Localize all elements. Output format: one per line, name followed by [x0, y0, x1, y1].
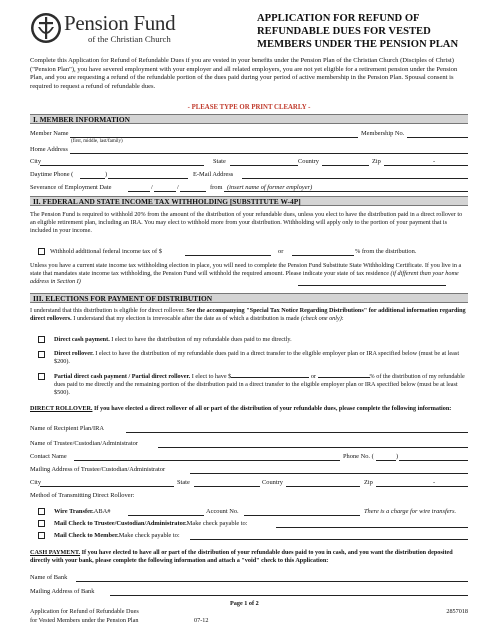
member-city-row	[30, 158, 468, 169]
mail-trustee-checkbox[interactable]	[38, 520, 45, 527]
footer-form-name-2: for Vested Members under the Pension Plan	[30, 617, 139, 624]
member-name-field[interactable]	[70, 130, 358, 138]
footer-form-number: 2857018	[446, 608, 468, 615]
pension-fund-logo	[30, 10, 235, 50]
rollover-country-label: Country	[262, 479, 283, 486]
section-member-information-header: I. MEMBER INFORMATION	[30, 114, 468, 124]
withhold-percent-field[interactable]	[292, 248, 354, 256]
phone-close-paren: )	[105, 171, 108, 178]
application-form-page	[30, 0, 468, 640]
state-label: State	[213, 158, 226, 165]
aba-field[interactable]	[128, 508, 204, 516]
rollover-state-field[interactable]	[194, 479, 260, 487]
bank-name-row	[30, 574, 468, 585]
contact-name-field[interactable]	[74, 453, 340, 461]
rollover-phone-close: )	[396, 453, 399, 460]
direct-rollover-heading	[30, 405, 468, 413]
country-label: Country	[298, 158, 319, 165]
wire-charge-note: There is a charge for wire transfers.	[364, 508, 457, 515]
state-field[interactable]	[230, 158, 298, 166]
trustee-mailing-field[interactable]	[190, 466, 468, 474]
trustee-mailing-label: Mailing Address of Trustee/Custodian/Administrator	[30, 466, 166, 473]
severance-month-field[interactable]	[128, 184, 150, 192]
trustee-name-label: Name of Trustee/Custodian/Administrator	[30, 440, 138, 447]
withhold-or: or	[278, 248, 284, 255]
trustee-mailing-row	[30, 466, 468, 477]
cash-payment-heading	[30, 549, 468, 565]
state-residence-field[interactable]	[298, 278, 446, 286]
state-tax-text: Unless you have a current state income tax withholding election in place, you will need to complete the Pension Fund Substitute State Withholding Certificate. If you live in a state that mandates state income tax withholding, the Pension Fund will withhold the required amount. Please indicate your state of tax residence	[30, 262, 462, 277]
tax-withholding-paragraph: The Pension Fund is required to withhold 20% from the amount of the distribution of your refundable dues, unless you elect to have the distribution paid in a direct rollover to an eligible retirement plan, including an IRA. You may elect to withhold more from your distribution. Withholding will apply only to the portion of your payment that is included in your income.	[30, 211, 463, 234]
severance-row	[30, 184, 468, 195]
transmit-method-label: Method of Transmitting Direct Rollover:	[30, 492, 135, 499]
recipient-plan-row	[30, 425, 468, 436]
partial-payment-text-b: distribution of my refundable dues paid to me directly and the remaining portion of the distribution paid in a direct transfer to the eligible employer plan or IRA specified below (must be at least $500).	[54, 373, 465, 397]
city-field[interactable]	[40, 158, 204, 166]
elections-intro	[30, 307, 468, 323]
account-no-label: Account No.	[206, 508, 239, 515]
logo-name: Pension Fund	[64, 11, 176, 35]
email-field[interactable]	[242, 171, 468, 179]
contact-row	[30, 453, 468, 464]
mail-member-payee-field[interactable]	[190, 532, 468, 540]
intro-paragraph: Complete this Application for Refund of Refundable Dues if you are vested in your benefits under the Pension Plan of the Christian Church (Disciples of Christ) ("Pension Plan"), you have severed employment with your employer and all related employers, you are not yet eligible for a retirement pension under the Pension Plan, and you are requesting a refund of the refundable portion of the dues paid during your period of active membership in the Pension Plan. Spousal consent is required to request a refund of refundable dues.	[30, 57, 458, 90]
rollover-zip-label: Zip	[364, 479, 373, 486]
footer-revision-date: 07-12	[194, 617, 209, 624]
name-hint: (first, middle, last/family)	[71, 139, 123, 144]
date-slash-2: /	[177, 184, 179, 191]
wire-transfer-title: Wire Transfer.	[54, 508, 94, 515]
rollover-phone-area-field[interactable]	[376, 453, 399, 461]
withhold-additional-label: Withhold additional federal income tax of $	[50, 248, 162, 255]
footer-form-name-1: Application for Refund of Refundable Dues	[30, 608, 139, 615]
mail-member-checkbox[interactable]	[38, 532, 45, 539]
home-address-row	[30, 146, 468, 157]
aba-label: ABA#	[93, 508, 111, 515]
zip-dash: -	[433, 158, 436, 165]
wire-transfer-checkbox[interactable]	[38, 508, 45, 515]
trustee-name-field[interactable]	[158, 440, 468, 448]
bank-address-field[interactable]	[110, 588, 468, 596]
withhold-additional-checkbox[interactable]	[38, 248, 45, 255]
elections-intro-b: See the accompanying "Special Tax Notice Regarding Distributions" for additional information regarding direct rollovers.	[30, 307, 466, 322]
bank-address-row	[30, 588, 468, 599]
rollover-zip-dash: -	[433, 479, 436, 486]
mail-trustee-title: Mail Check to Trustee/Custodian/Administrator.	[54, 520, 187, 527]
bank-name-label: Name of Bank	[30, 574, 68, 581]
mail-trustee-row	[54, 520, 468, 531]
elections-intro-c: I understand that my election is irrevocable after the date as of which a distribution is made	[71, 314, 301, 322]
direct-rollover-heading-text: If you have elected a direct rollover of all or part of the distribution of your refundable dues, please complete the following information:	[92, 405, 452, 412]
state-tax-hint: (if different than your home address in Section I)	[30, 269, 459, 285]
membership-no-label: Membership No.	[361, 130, 405, 137]
bank-name-field[interactable]	[76, 574, 468, 582]
rollover-state-label: State	[177, 479, 190, 486]
rollover-city-label: City	[30, 479, 42, 486]
mail-member-title: Mail Check to Member.	[54, 532, 119, 539]
form-title: APPLICATION FOR REFUND OF REFUNDABLE DUES FOR VESTED MEMBERS UNDER THE PENSION PLAN	[257, 13, 459, 50]
recipient-plan-field[interactable]	[126, 425, 468, 433]
bank-address-label: Mailing Address of Bank	[30, 588, 95, 595]
direct-rollover-text: I elect to have the distribution of my refundable dues paid in a direct transfer to the eligible employer plan or IRA specified below (must be at least $200).	[54, 350, 460, 366]
partial-percent-label: % of the	[369, 373, 391, 380]
rollover-phone-label: Phone No. (	[343, 453, 374, 460]
rollover-country-field[interactable]	[286, 479, 360, 487]
zip-label: Zip	[372, 158, 381, 165]
withhold-percent-label: % from the distribution.	[355, 248, 417, 255]
account-no-field[interactable]	[244, 508, 360, 516]
partial-payment-checkbox[interactable]	[38, 373, 45, 380]
severance-label: Severance of Employment Date	[30, 184, 112, 191]
home-address-field[interactable]	[70, 146, 468, 154]
member-name-label: Member Name	[30, 130, 69, 137]
home-address-label: Home Address	[30, 146, 68, 153]
recipient-plan-label: Name of Recipient Plan/IRA	[30, 425, 105, 432]
rollover-city-row	[30, 479, 468, 490]
direct-rollover-option	[54, 350, 468, 366]
date-slash-1: /	[151, 184, 153, 191]
contact-name-label: Contact Name	[30, 453, 67, 460]
direct-rollover-title: Direct rollover.	[54, 350, 94, 357]
membership-no-field[interactable]	[407, 130, 468, 138]
withhold-additional-row	[30, 248, 468, 259]
method-row	[30, 492, 468, 503]
section-tax-withholding-header: II. FEDERAL AND STATE INCOME TAX WITHHOLDING [SUBSTITUTE W-4P]	[30, 196, 468, 206]
print-instruction: - PLEASE TYPE OR PRINT CLEARLY -	[187, 104, 311, 111]
mail-trustee-label	[54, 520, 248, 528]
partial-payment-option	[54, 372, 468, 397]
direct-rollover-heading-label: DIRECT ROLLOVER.	[30, 405, 93, 412]
footer-page-number: Page 1 of 2	[230, 600, 259, 607]
chalice-cross-logo-icon	[30, 12, 62, 44]
elections-intro-a: I understand that this distribution is eligible for direct rollover.	[30, 307, 187, 314]
rollover-phone-field[interactable]	[399, 453, 468, 461]
email-label: E-Mail Address	[193, 171, 234, 178]
phone-email-row	[30, 171, 468, 182]
city-label: City	[30, 158, 42, 165]
partial-amount-field[interactable]	[231, 372, 309, 378]
partial-payment-text-a: I elect to have $	[190, 373, 232, 380]
direct-rollover-checkbox[interactable]	[38, 351, 45, 358]
mail-trustee-payee-field[interactable]	[276, 520, 468, 528]
rollover-zip-field[interactable]	[376, 479, 468, 487]
cash-payment-heading-text: If you have elected to have all or part of the distribution of your refundable dues paid to you in cash, and you want the distribution deposited directly with your bank, please complete the following information and attach a "void" check to this Application:	[30, 549, 453, 564]
cash-payment-heading-label: CASH PAYMENT.	[30, 549, 81, 556]
zip-field[interactable]	[384, 158, 468, 166]
partial-payment-title: Partial direct cash payment / Partial direct rollover.	[54, 373, 191, 380]
severance-year-field[interactable]	[180, 184, 206, 192]
rollover-city-field[interactable]	[40, 479, 174, 487]
phone-number-field[interactable]	[108, 171, 188, 179]
section-elections-header: III. ELECTIONS FOR PAYMENT OF DISTRIBUTION	[30, 293, 468, 303]
trustee-name-row	[30, 440, 468, 451]
direct-cash-payment-checkbox[interactable]	[38, 336, 45, 343]
partial-percent-field[interactable]	[318, 372, 370, 378]
wire-transfer-label	[54, 508, 111, 516]
elections-intro-e: :	[341, 314, 344, 322]
partial-or: or	[310, 373, 316, 380]
severance-day-field[interactable]	[154, 184, 176, 192]
mail-trustee-text: Make check payable to:	[186, 520, 248, 527]
direct-cash-payment-option	[54, 336, 468, 344]
direct-cash-payment-text: I elect to have the distribution of my refundable dues paid to me directly.	[109, 336, 292, 343]
from-label: from	[210, 184, 223, 191]
wire-transfer-row	[54, 508, 468, 519]
mail-member-text: Make check payable to:	[118, 532, 180, 539]
mail-member-row	[54, 532, 468, 543]
daytime-phone-label: Daytime Phone (	[30, 171, 74, 178]
logo-subtitle: of the Christian Church	[88, 34, 171, 44]
mail-member-label	[54, 532, 180, 540]
elections-intro-d: (check one only)	[300, 314, 342, 322]
country-field[interactable]	[322, 158, 369, 166]
direct-cash-payment-title: Direct cash payment.	[54, 336, 110, 343]
withhold-amount-field[interactable]	[185, 248, 271, 256]
former-employer-hint: (insert name of former employer)	[227, 184, 313, 191]
phone-area-code-field[interactable]	[80, 171, 108, 179]
